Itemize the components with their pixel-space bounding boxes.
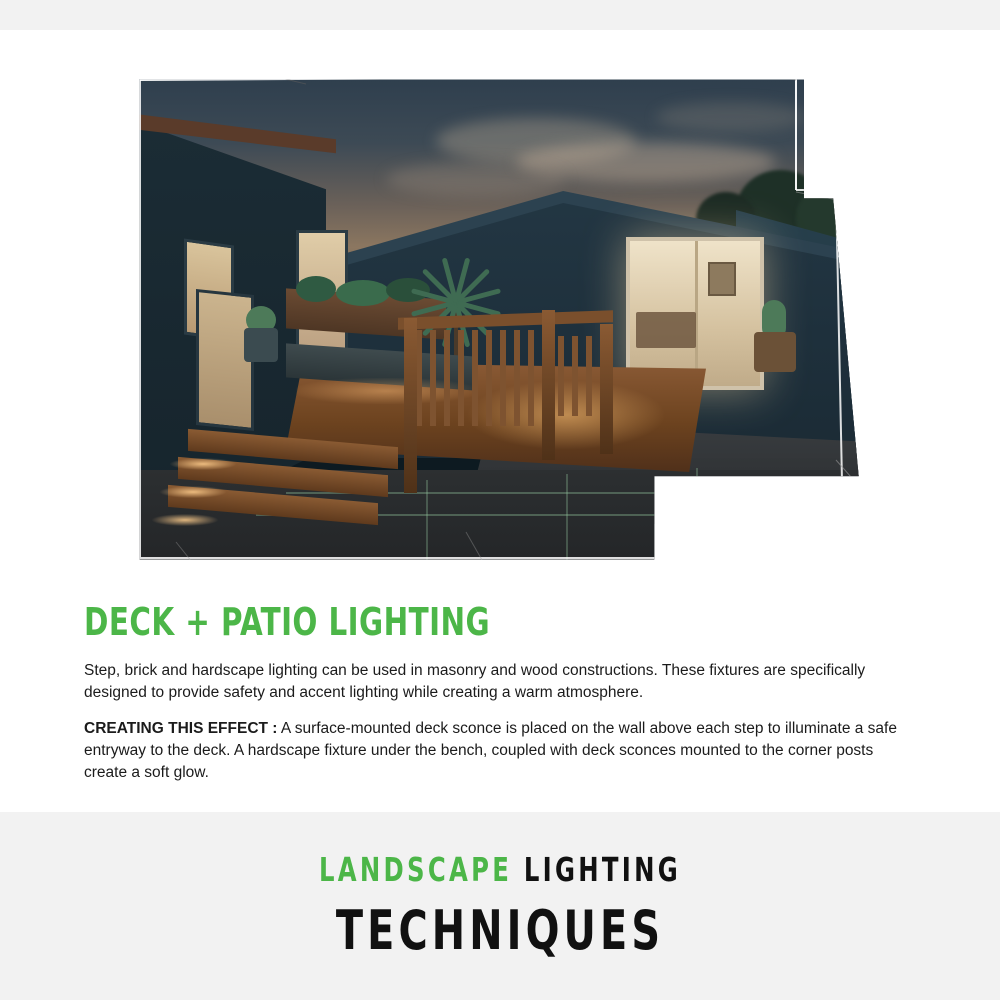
ground-joint-line (696, 468, 698, 564)
baluster (472, 330, 478, 426)
illustration-clip (136, 62, 866, 567)
page-title: DECK + PATIO LIGHTING (84, 600, 491, 644)
planter-pot (244, 328, 278, 362)
baluster (444, 330, 450, 426)
effect-text: A surface-mounted deck sconce is placed on the wall above each step to illuminate a safe entryway to the deck. A hardscape fixture under the bench, coupled with deck sconces mounted to the corner posts create a soft glow. (84, 720, 897, 781)
railing-post (600, 324, 613, 454)
footer-title-line-1 (90, 850, 910, 889)
shrub (336, 280, 390, 306)
baluster (558, 336, 564, 416)
baluster (528, 330, 534, 426)
cloud (656, 102, 806, 132)
step-light-glow (160, 486, 226, 498)
footer-landscape-word: LANDSCAPE (318, 850, 513, 889)
footer (0, 812, 1000, 1000)
baluster (458, 330, 464, 426)
baluster (500, 330, 506, 426)
baluster (586, 336, 592, 416)
deck-patio-illustration (136, 62, 866, 567)
step-light-glow (170, 458, 236, 470)
baluster (430, 330, 436, 426)
description-paragraph: Step, brick and hardscape lighting can be used in masonry and wood constructions. These fixtures are specifically designed to provide safety and accent lighting while creating a warm atmosphere. (84, 662, 866, 701)
effect-label: CREATING THIS EFFECT : (84, 720, 278, 737)
footer-title-line-2: TECHNIQUES (335, 899, 665, 962)
night-scene (136, 62, 866, 567)
baluster (572, 336, 578, 416)
railing-post (404, 318, 417, 493)
planter-pot (754, 332, 796, 372)
ground-joint-line (426, 480, 428, 566)
cloud (386, 162, 566, 196)
shrub (296, 276, 336, 302)
railing-post (542, 310, 555, 460)
text-content (84, 600, 916, 798)
deck-light-glow (466, 380, 666, 450)
ground-joint-line (566, 474, 568, 566)
effect-paragraph (84, 718, 916, 784)
interior-table (636, 312, 696, 348)
interior-artwork (708, 262, 736, 296)
footer-lighting-word: LIGHTING (512, 850, 682, 889)
baluster (486, 330, 492, 426)
baluster (514, 330, 520, 426)
step-light-glow (152, 514, 218, 526)
